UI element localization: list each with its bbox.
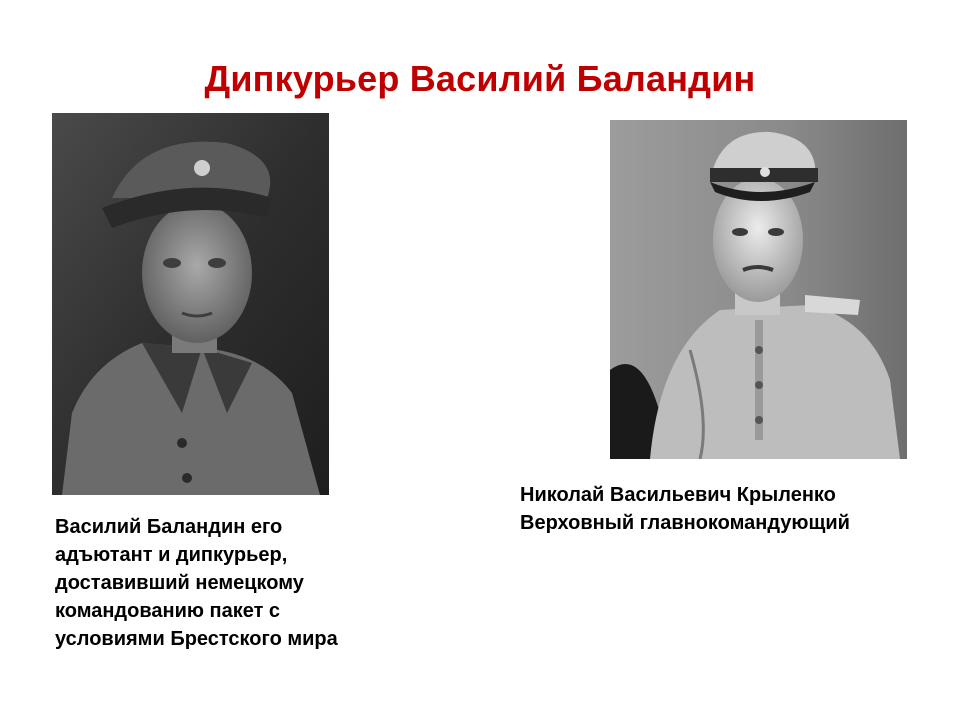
caption-line: адъютант и дипкурьер, bbox=[55, 544, 288, 566]
caption-line: Николай Васильевич Крыленко bbox=[520, 484, 836, 506]
caption-line: Василий Баландин его bbox=[55, 516, 283, 538]
caption-krylenko bbox=[520, 481, 950, 537]
slide-title: Дипкурьер Василий Баландин bbox=[204, 58, 756, 99]
caption-balandin bbox=[55, 513, 415, 653]
caption-line: условиями Брестского мира bbox=[55, 628, 338, 650]
portrait-balandin bbox=[52, 113, 329, 495]
portrait-krylenko bbox=[610, 120, 907, 459]
caption-line: доставивший немецкому bbox=[55, 572, 304, 594]
portrait-balandin-image bbox=[52, 113, 329, 495]
caption-line: Верховный главнокомандующий bbox=[520, 512, 850, 534]
caption-line: командованию пакет с bbox=[55, 600, 281, 622]
portrait-krylenko-image bbox=[610, 120, 907, 459]
